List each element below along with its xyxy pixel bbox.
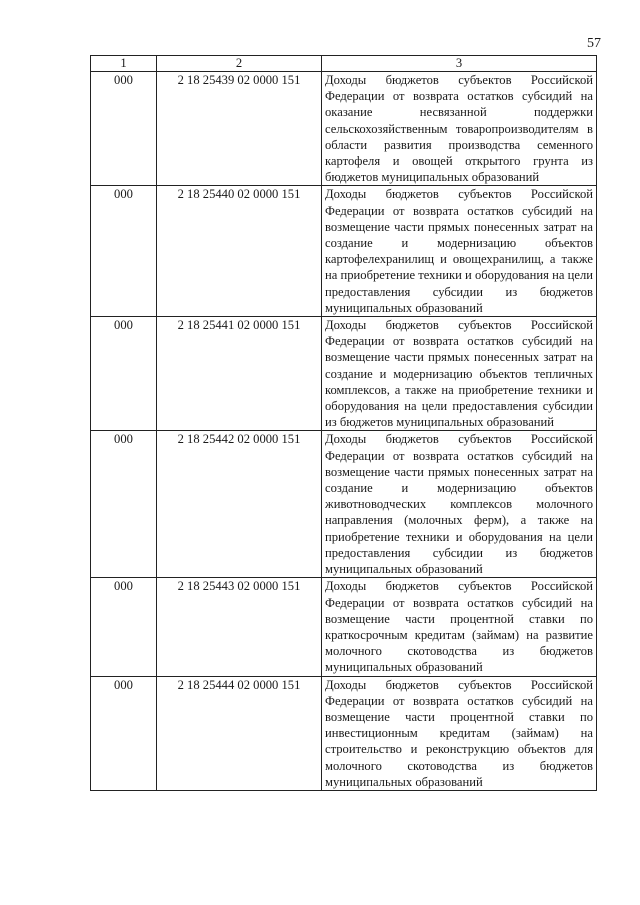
- table-row: [91, 676, 597, 790]
- column-header-1: 1: [91, 56, 157, 72]
- budget-codes-table: [90, 55, 597, 791]
- budget-code-cell: 2 18 25442 02 0000 151: [157, 431, 322, 578]
- table-row: [91, 186, 597, 317]
- admin-code-cell: 000: [91, 72, 157, 186]
- description-cell: Доходы бюджетов субъектов Российской Федерации от возврата остатков субсидий на возмещение части прямых понесенных затрат на создание и модернизацию объектов тепличных комплексов, а также на приобретение техники и оборудования на цели предоставления субсидии из бюджетов муниципальных образований: [322, 317, 597, 431]
- description-cell: Доходы бюджетов субъектов Российской Федерации от возврата остатков субсидий на возмещение части процентной ставки по инвестиционным кредитам (займам) на строительство и реконструкцию объектов для молочного скотоводства из бюджетов муниципальных образований: [322, 676, 597, 790]
- table-row: [91, 431, 597, 578]
- admin-code-cell: 000: [91, 186, 157, 317]
- description-cell: Доходы бюджетов субъектов Российской Федерации от возврата остатков субсидий на возмещение части прямых понесенных затрат на создание и модернизацию объектов картофелехранилищ и овощехранилищ, а также на приобретение техники и оборудования на цели предоставления субсидии из бюджетов муниципальных образований: [322, 186, 597, 317]
- table-row: [91, 72, 597, 186]
- column-header-2: 2: [157, 56, 322, 72]
- budget-code-cell: 2 18 25443 02 0000 151: [157, 578, 322, 676]
- admin-code-cell: 000: [91, 676, 157, 790]
- table-row: [91, 578, 597, 676]
- budget-code-cell: 2 18 25444 02 0000 151: [157, 676, 322, 790]
- description-cell: Доходы бюджетов субъектов Российской Федерации от возврата остатков субсидий на оказание несвязанной поддержки сельскохозяйственным товаропроизводителям в области развития производства семенного картофеля и овощей открытого грунта из бюджетов муниципальных образований: [322, 72, 597, 186]
- table-header-row: [91, 56, 597, 72]
- table-row: [91, 317, 597, 431]
- column-header-3: 3: [322, 56, 597, 72]
- admin-code-cell: 000: [91, 578, 157, 676]
- budget-code-cell: 2 18 25441 02 0000 151: [157, 317, 322, 431]
- admin-code-cell: 000: [91, 317, 157, 431]
- description-cell: Доходы бюджетов субъектов Российской Федерации от возврата остатков субсидий на возмещение части прямых понесенных затрат на создание и модернизацию объектов животноводческих комплексов молочного направления (молочных ферм), а также на приобретение техники и оборудования на цели предоставления субсидии из бюджетов муниципальных образований: [322, 431, 597, 578]
- budget-code-cell: 2 18 25439 02 0000 151: [157, 72, 322, 186]
- description-cell: Доходы бюджетов субъектов Российской Федерации от возврата остатков субсидий на возмещение части процентной ставки по краткосрочным кредитам (займам) на развитие молочного скотоводства из бюджетов муниципальных образований: [322, 578, 597, 676]
- page-number: 57: [587, 36, 601, 51]
- admin-code-cell: 000: [91, 431, 157, 578]
- budget-code-cell: 2 18 25440 02 0000 151: [157, 186, 322, 317]
